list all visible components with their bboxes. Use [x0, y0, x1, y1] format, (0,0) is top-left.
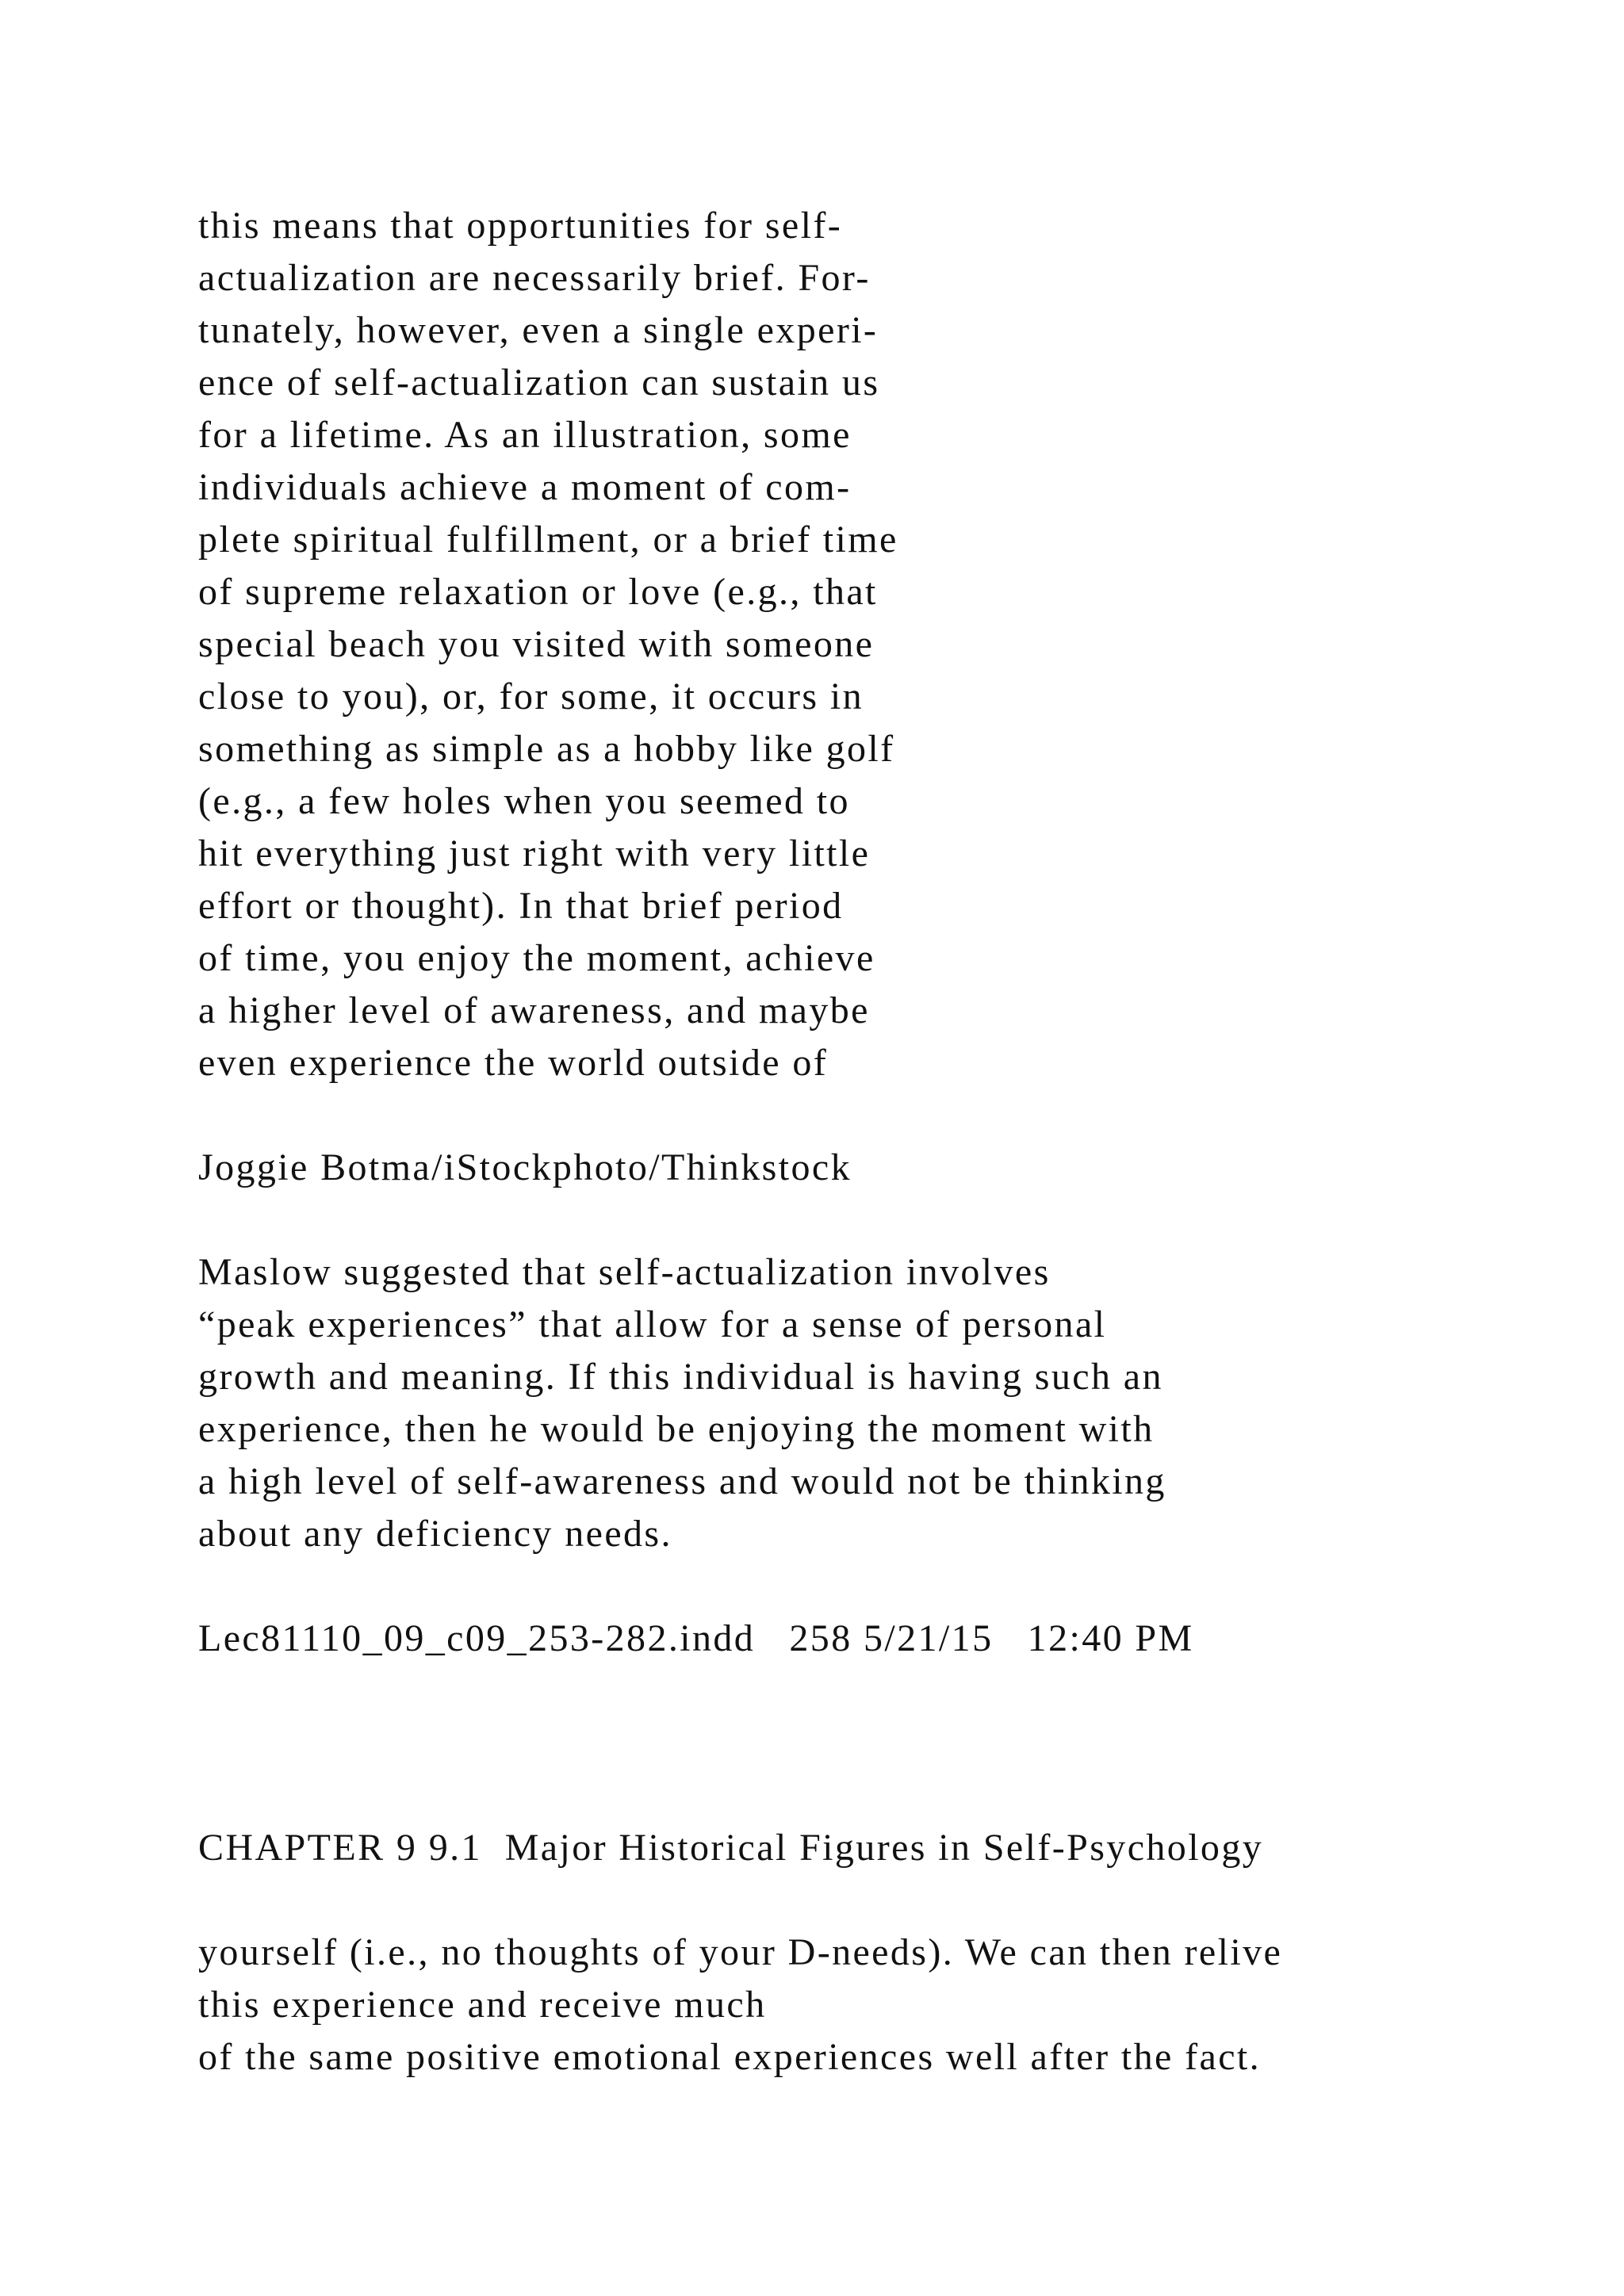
continuation-line: of the same positive emotional experiences well after the fact.	[198, 2036, 1262, 2078]
continuation-line: yourself (i.e., no thoughts of your D-needs). We can then relive	[198, 1931, 1283, 1973]
caption-line: Maslow suggested that self-actualization involves	[198, 1251, 1051, 1293]
file-slug: Lec81110_09_c09_253-282.indd 258 5/21/15 12:40 PM	[198, 1617, 1194, 1659]
body-line: for a lifetime. As an illustration, some	[198, 414, 852, 456]
caption-line: about any deficiency needs.	[198, 1513, 672, 1555]
running-head: CHAPTER 9 9.1 Major Historical Figures in Self-Psychology	[198, 1827, 1264, 1869]
body-line: something as simple as a hobby like golf	[198, 728, 895, 770]
caption-line: experience, then he would be enjoying the moment with	[198, 1408, 1155, 1450]
body-line: ence of self-actualization can sustain us	[198, 362, 880, 404]
body-line: actualization are necessarily brief. For-	[198, 257, 871, 299]
body-line: tunately, however, even a single experi-	[198, 309, 879, 351]
caption-line: growth and meaning. If this individual is having such an	[198, 1356, 1163, 1398]
photo-credit: Joggie Botma/iStockphoto/Thinkstock	[198, 1146, 852, 1188]
body-line: even experience the world outside of	[198, 1042, 829, 1084]
body-line: of supreme relaxation or love (e.g., that	[198, 571, 878, 613]
body-line: this means that opportunities for self-	[198, 205, 843, 247]
body-line: a higher level of awareness, and maybe	[198, 989, 870, 1031]
body-line: individuals achieve a moment of com-	[198, 466, 852, 508]
body-line: plete spiritual fulfillment, or a brief time	[198, 519, 898, 561]
body-line: effort or thought). In that brief period	[198, 885, 844, 927]
caption-line: “peak experiences” that allow for a sense of personal	[198, 1303, 1107, 1345]
body-line: close to you), or, for some, it occurs in	[198, 675, 864, 718]
caption-line: a high level of self-awareness and would not be thinking	[198, 1460, 1166, 1502]
body-line: of time, you enjoy the moment, achieve	[198, 937, 875, 979]
body-line: hit everything just right with very little	[198, 832, 871, 874]
body-line: (e.g., a few holes when you seemed to	[198, 780, 850, 822]
body-line: special beach you visited with someone	[198, 623, 875, 665]
continuation-line: this experience and receive much	[198, 1984, 767, 2026]
